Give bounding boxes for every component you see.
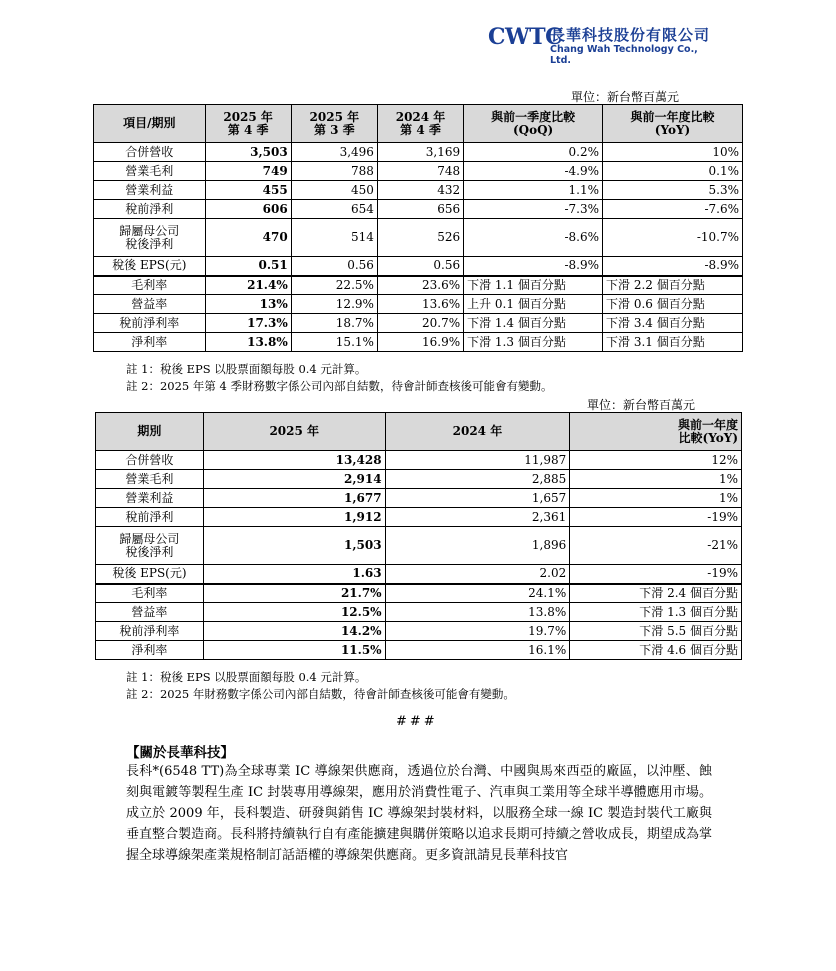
annual-note-2: 註 2：2025 年財務數字係公司內部自結數，待會計師查核後可能會有變動。	[126, 687, 515, 701]
table-row: 營業毛利 2,914 2,885 1%	[96, 470, 742, 489]
table-row: 稅前淨利 1,912 2,361 -19%	[96, 508, 742, 527]
table-row: 營業利益 455 450 432 1.1% 5.3%	[94, 181, 743, 200]
table-row: 合併營收 3,503 3,496 3,169 0.2% 10%	[94, 143, 743, 162]
about-body: 長科*(6548 TT)為全球專業 IC 導線架供應商，透過位於台灣、中國與馬來西亞的廠區，以沖壓、蝕刻與電鍍等製程生產 IC 封裝專用導線架，應用於消費性電子、汽車與工業用等全球半導體應用市場。成立於 2009 年，長科製造、研發與銷售 IC 導線架封裝材料，以服務全球一線 IC 製造封裝代工廠與垂直整合製造商。長科將持續執行自有產能擴建與購併策略以追求長期可持續之營收成長，期望成為掌握全球導線架產業規格制訂話語權的導線架供應商。更多資訊請見長華科技官	[126, 764, 712, 863]
header-item: 項目/期別	[94, 105, 206, 143]
company-name-en: Chang Wah Technology Co., Ltd.	[550, 44, 698, 66]
company-name-cn: 長華科技股份有限公司	[550, 26, 711, 44]
table-row: 歸屬母公司 稅後淨利 470 514 526 -8.6% -10.7%	[94, 219, 743, 257]
header-q4-2024: 2024 年 第 4 季	[377, 105, 463, 143]
annual-note-1: 註 1：稅後 EPS 以股票面額每股 0.4 元計算。	[126, 670, 367, 684]
table-row: 營業毛利 749 788 748 -4.9% 0.1%	[94, 162, 743, 181]
quarterly-table	[93, 104, 743, 352]
table-row: 毛利率 21.4% 22.5% 23.6% 下滑 1.1 個百分點 下滑 2.2 個百分點	[94, 276, 743, 295]
table-row: 營業利益 1,677 1,657 1%	[96, 489, 742, 508]
company-logo	[488, 22, 718, 66]
annual-unit: 單位：新台幣百萬元	[587, 398, 696, 412]
table-row: 稅前淨利率 14.2% 19.7% 下滑 5.5 個百分點	[96, 622, 742, 641]
header-yoy: 與前一年度 比較(YoY)	[570, 413, 742, 451]
header-2025: 2025 年	[203, 413, 385, 451]
header-yoy: 與前一年度比較 (YoY)	[603, 105, 743, 143]
logo-mark: CWTC	[488, 24, 563, 50]
table-row: 稅前淨利 606 654 656 -7.3% -7.6%	[94, 200, 743, 219]
table-row: 合併營收 13,428 11,987 12%	[96, 451, 742, 470]
table-row: 營益率 13% 12.9% 13.6% 上升 0.1 個百分點 下滑 0.6 個百分點	[94, 295, 743, 314]
annual-header-row	[96, 413, 742, 451]
header-2024: 2024 年	[385, 413, 570, 451]
section-separator: ###	[396, 714, 438, 729]
table-row: 稅後 EPS(元) 1.63 2.02 -19%	[96, 565, 742, 584]
header-item: 期別	[96, 413, 204, 451]
table-row: 稅後 EPS(元) 0.51 0.56 0.56 -8.9% -8.9%	[94, 257, 743, 276]
annual-table	[95, 412, 742, 660]
header-q3-2025: 2025 年 第 3 季	[291, 105, 377, 143]
table-row: 稅前淨利率 17.3% 18.7% 20.7% 下滑 1.4 個百分點 下滑 3.4 個百分點	[94, 314, 743, 333]
header-qoq: 與前一季度比較 (QoQ)	[464, 105, 603, 143]
about-title: 【關於長華科技】	[126, 745, 234, 761]
quarterly-note-2: 註 2：2025 年第 4 季財務數字係公司內部自結數，待會計師查核後可能會有變動。	[126, 379, 553, 393]
table-row: 淨利率 11.5% 16.1% 下滑 4.6 個百分點	[96, 641, 742, 660]
quarterly-unit: 單位：新台幣百萬元	[571, 90, 680, 104]
quarterly-header-row	[94, 105, 743, 143]
table-row: 毛利率 21.7% 24.1% 下滑 2.4 個百分點	[96, 584, 742, 603]
table-row: 營益率 12.5% 13.8% 下滑 1.3 個百分點	[96, 603, 742, 622]
quarterly-note-1: 註 1：稅後 EPS 以股票面額每股 0.4 元計算。	[126, 362, 367, 376]
table-row: 淨利率 13.8% 15.1% 16.9% 下滑 1.3 個百分點 下滑 3.1 個百分點	[94, 333, 743, 352]
header-q4-2025: 2025 年 第 4 季	[205, 105, 291, 143]
table-row: 歸屬母公司 稅後淨利 1,503 1,896 -21%	[96, 527, 742, 565]
